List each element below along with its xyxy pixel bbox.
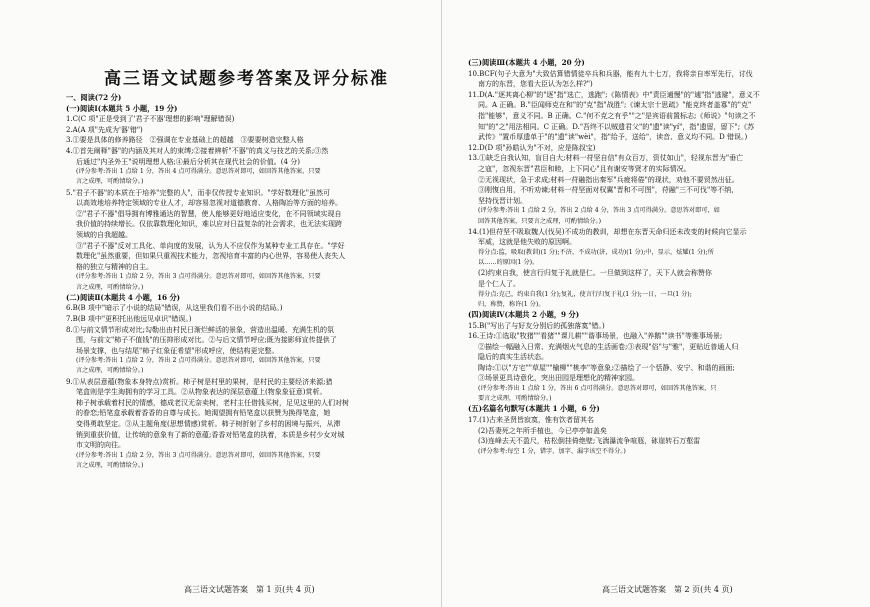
answer-line: ②描绘一幅融入日常、充满烟火气息的生活画卷;③表现"俗"与"雅"，更贴近普通人归 <box>478 342 739 351</box>
answer-line: 归，称赞，称许(1 分)。 <box>478 300 545 308</box>
answer-line: ③"君子不器"反对工具化、单向度的发展，认为人不应仅作为某种专业工具存在。"学好 <box>76 241 345 250</box>
answer-line: 言之成理，可酌情给分。) <box>76 178 144 186</box>
answer-line: 南方的东晋，您看大臣认为怎么样?") <box>478 80 593 89</box>
answer-line: 6.B(B 项中"暗示了小说的结局"错误，从这里我们看不出小说的结局。) <box>66 304 283 313</box>
answer-line: ②"君子不器"倡导拥有博雅通达的智慧，使人能够更好地适应变化，在不同领域实现自 <box>76 209 342 218</box>
answer-line: (评分参考:答出 1 点给 2 分，答出 3 点可得满分。意思答对即可，如回答其他答案，只要 <box>76 273 321 281</box>
section-heading: (二)阅读Ⅱ(本题共 4 小题，16 分) <box>66 292 181 302</box>
answer-line: 言之成理，可酌情给分。) <box>76 367 144 375</box>
answer-line: 场景支撑，也与结尾"柿子红象征希望"形成呼应，使结构更完整。 <box>76 346 279 355</box>
answer-line: 16.王诗:①选取"牧猪""看猪""课儿耕""谐事场景，也融入"养鹅""读书"等雅事场景; <box>468 332 723 341</box>
answer-line: (评分参考:答出 1 点给 2 分，答出 3 点可得满分。意思答对即可，如回答其他答案，只要 <box>76 451 321 459</box>
answer-line: (2)吾妻死之年所手植也，今已亭亭如盖矣 <box>478 426 607 435</box>
answer-line: 12.D(D 项"孙皓认为"不对，应是陈叔宝) <box>468 143 596 152</box>
answer-line: (3)连峰去天不盈尺，枯松倒挂倚绝壁;飞湍瀑流争喧豗，砯崖转石万壑雷 <box>478 437 701 446</box>
answer-line: 11.D(A."逐其离心柳"的"逐"指"选亡，逃跑";《陈情表》中"责臣逋慢"的"逋"指"逃避"，意义不 <box>468 90 760 99</box>
answer-line: 9.①从表层意蕴(物象本身特点)赏析。柿子树是村里的果树，是村民的主要经济来源;猎 <box>66 377 333 386</box>
answer-line: ②无视现状，急于求成;材料一苻融指出秦军"兵疲将倦"的现状，劝他不要贸然出征。 <box>478 175 739 184</box>
answer-line: 3.①要是具体的修养路径 ②强调在专业基础上的超越 ③要要树造完整人格 <box>66 136 304 145</box>
answer-line: 陶诗:①以"方宅""草屋""榆柳""桃李"等意象;②描绘了一个恬静、安宁、和谐的画面; <box>478 363 735 372</box>
answer-line: 军威，这就是他失败的原因啊。 <box>478 238 576 247</box>
answer-line: (评分参考:答出 1 点给 2 分，答出 2 点给 4 分，答出 3 点可得满分。意思答对即可，如 <box>478 207 720 215</box>
answer-line: 隐后的真实生活状态。 <box>478 353 548 362</box>
answer-line: ③刚愎自用，不听劝谏;材料一苻坚面对权翼"晋和不可图"，苻融"三不可伐"等不纳， <box>478 186 739 195</box>
answer-line: 围，与前文"柿子不值钱"的压抑形成对比。②与后文情节呼应;既为接影师宣传提供了 <box>76 336 337 345</box>
answer-line: 以……的原因(1 分)。 <box>478 259 539 267</box>
answer-line: (评分参考:答出 1 点给 2 分，答出 2 点可得满分。意思答对即可，如回答其他答案，只要 <box>76 357 321 365</box>
right-page-body <box>468 58 844 457</box>
answer-line: 市文明的向往。 <box>76 441 125 450</box>
answer-line: 4.①首先阐释"器"的内涵及其对人的束缚;②接着辨析"不器"的真义与技艺的关系;③然 <box>66 146 329 155</box>
right-page <box>441 0 870 607</box>
section-heading: (一)阅读Ⅰ(本题共 5 小题，19 分) <box>66 103 178 113</box>
answer-line: 以高效地培养特定领域的专业人才，却容易忽视对道德教育、人格陶冶等方面的培养。 <box>76 199 342 208</box>
answer-line: 坚持伐晋计划。 <box>478 196 527 205</box>
answer-line: 2.A(A 项"先成为'器'错") <box>66 125 143 134</box>
page-title: 高三语文试题参考答案及评分标准 <box>104 69 389 89</box>
answer-line: (评分参考:每空 1 分，错字、加字、漏字该空不得分。) <box>478 447 626 455</box>
answer-line: (2)约束自我，使言行归复于礼就是仁。一旦做到这样了，天下人就会称赞你 <box>478 269 712 278</box>
answer-line: 回答其他答案，只要言之成理，可酌情给分。) <box>478 217 602 225</box>
answer-line: 格的独立与精神的自主。 <box>76 262 153 271</box>
answer-line: 柿子树承载着村民的情感，德成老汉无奈卖树，老村主任借钱买树，足见这里的人们对树 <box>76 398 349 407</box>
answer-line: 是个仁人了。 <box>478 279 520 288</box>
answer-line: 知"的"之"用法相同。C 正确。D."吾终不以贼遗君父"的"遗"读"yí"，指"遗留，留下";《苏 <box>478 122 755 131</box>
answer-line: 5."君子不器"的本质在于培养"完整的人"，而非仅传授专业知识。"学好数理化"虽然可 <box>66 188 330 197</box>
answer-line: 之寇"，忽视东晋"君臣和睦，上下同心"且有谢安等贤才的实际情况。 <box>478 164 691 173</box>
answer-line: 1.C(C 项"正是受到了'君子不器'理想的影响"理解错误) <box>66 115 235 124</box>
answer-line: 变得勇敢坚定。③从主题角度(思想情感)赏析。柿子树折射了乡村的困境与振兴，从滞 <box>76 420 341 429</box>
answer-line: 言之成理，可酌情给分。) <box>76 283 144 291</box>
section-heading: 一、阅读(72 分) <box>66 93 122 102</box>
answer-line: ③场景更具诗意化，突出田园是理想化的精神家园。 <box>478 374 639 383</box>
answer-line: 笔盒则是学生淘拥有的学习工具。②从物象表达的深层意蕴上(物象象征意)赏析。 <box>76 388 327 397</box>
section-heading: (三)阅读Ⅲ(本题共 4 小题，20 分) <box>468 58 585 67</box>
answer-line: 的眷恋;铅笔盒承载着香香的自尊与成长。她渴望拥有铅笔盒以获赞为换得笔盒，她 <box>76 409 331 418</box>
answer-line: 领域的自我超越。 <box>76 230 132 239</box>
answer-line: (评分参考:答出 1 点给 1 分，答出 6 点可得满分。意思答对即可，如回答其他答案，只 <box>478 385 717 393</box>
answer-line: 14.(1)但苻坚不吸取魏人(伐吴)不成功的教训，却想在东晋天命归还未改变的时候向它显示 <box>468 227 747 236</box>
answer-line: 15.B("写出了与好友分别后的孤独落寞"错。) <box>468 321 605 330</box>
answer-line: 销到重获价值，让传统的意象有了新的意蕴;香香对铅笔盒的执着，本质是乡村少女对城 <box>76 430 345 439</box>
answer-line: 言之成理，可酌情给分。) <box>76 462 144 470</box>
answer-line: 13.①缺乏自我认知，盲目自大;材料一苻坚自信"有众百万，资仗如山"，轻视东晋为"垂亡 <box>468 154 744 163</box>
section-heading: (五)名篇名句默写(本题共 1 小题，6 分) <box>468 404 600 414</box>
answer-line: 要言之成理，可酌情给分。) <box>478 395 552 403</box>
left-page-footer: 高三语文试题答案 第 1 页(共 4 页) <box>184 585 315 594</box>
answer-line: 后通过"内圣外王"说明理想人格;④最后分析其在现代社会的价值。(4 分) <box>76 157 300 166</box>
answer-line: 8.①与前文情节形成对比;勾勒出由村民日渐烂鲜活的景象，营造出温暖、充满生机的氛 <box>66 325 335 334</box>
right-page-footer: 高三语文试题答案 第 2 页(共 4 页) <box>602 585 733 594</box>
answer-line: 17.(1)古来圣贤皆寂寞，惟有饮者留其名 <box>468 416 595 425</box>
answer-line: 武传》"置币厚遗单于"的"遗"读"wèi"，指"给予，送给"，读音、意义均不同。D 错误。) <box>478 133 748 142</box>
answer-line: 得分点:克己，约束自我(1 分);复礼，使言行归复于礼(1 分);一日，一旦(1 分); <box>478 290 692 298</box>
answer-line: 同。A 正确。B."臣闻师克在和"的"克"指"战胜";《谏太宗十思疏》"能克终者盖寡"的"克" <box>478 101 752 110</box>
left-page-body <box>66 93 427 471</box>
answer-line: 我价值的持续增长。仅依靠数理化知识，难以应对日益复杂的社会需求，也无法实现跨 <box>76 220 342 229</box>
answer-line: 得分点:监，吸取(教训)(1 分);不济，不成功(济，成功)(1 分);中，显示，炫耀(1 分);所 <box>478 248 714 256</box>
answer-line: 7.B(B 项中"更积托出他远见卓识"错误。) <box>66 314 192 323</box>
section-heading: (四)阅读Ⅳ(本题共 2 小题，9 分) <box>468 309 580 319</box>
answer-line: 指"能够"，意义不同。B 正确。C."何不克之有乎""之"是宾语前置标志;《师说》"句读之不 <box>478 111 756 120</box>
answer-line: 数理化"虽然重要，但如果只重视技术能力，忽视培育丰富的内心世界，容易使人丧失人 <box>76 252 346 261</box>
answer-line: (评分参考:答出 1 点给 1 分，答出 4 点可得满分。意思答对即可，如回答其他答案，只要 <box>76 168 321 176</box>
answer-line: 10.BCF(句子大意为"大致估算错情徒卒兵和兵器，能有九十七万，我将亲自率军先行，讨伐 <box>468 69 753 78</box>
